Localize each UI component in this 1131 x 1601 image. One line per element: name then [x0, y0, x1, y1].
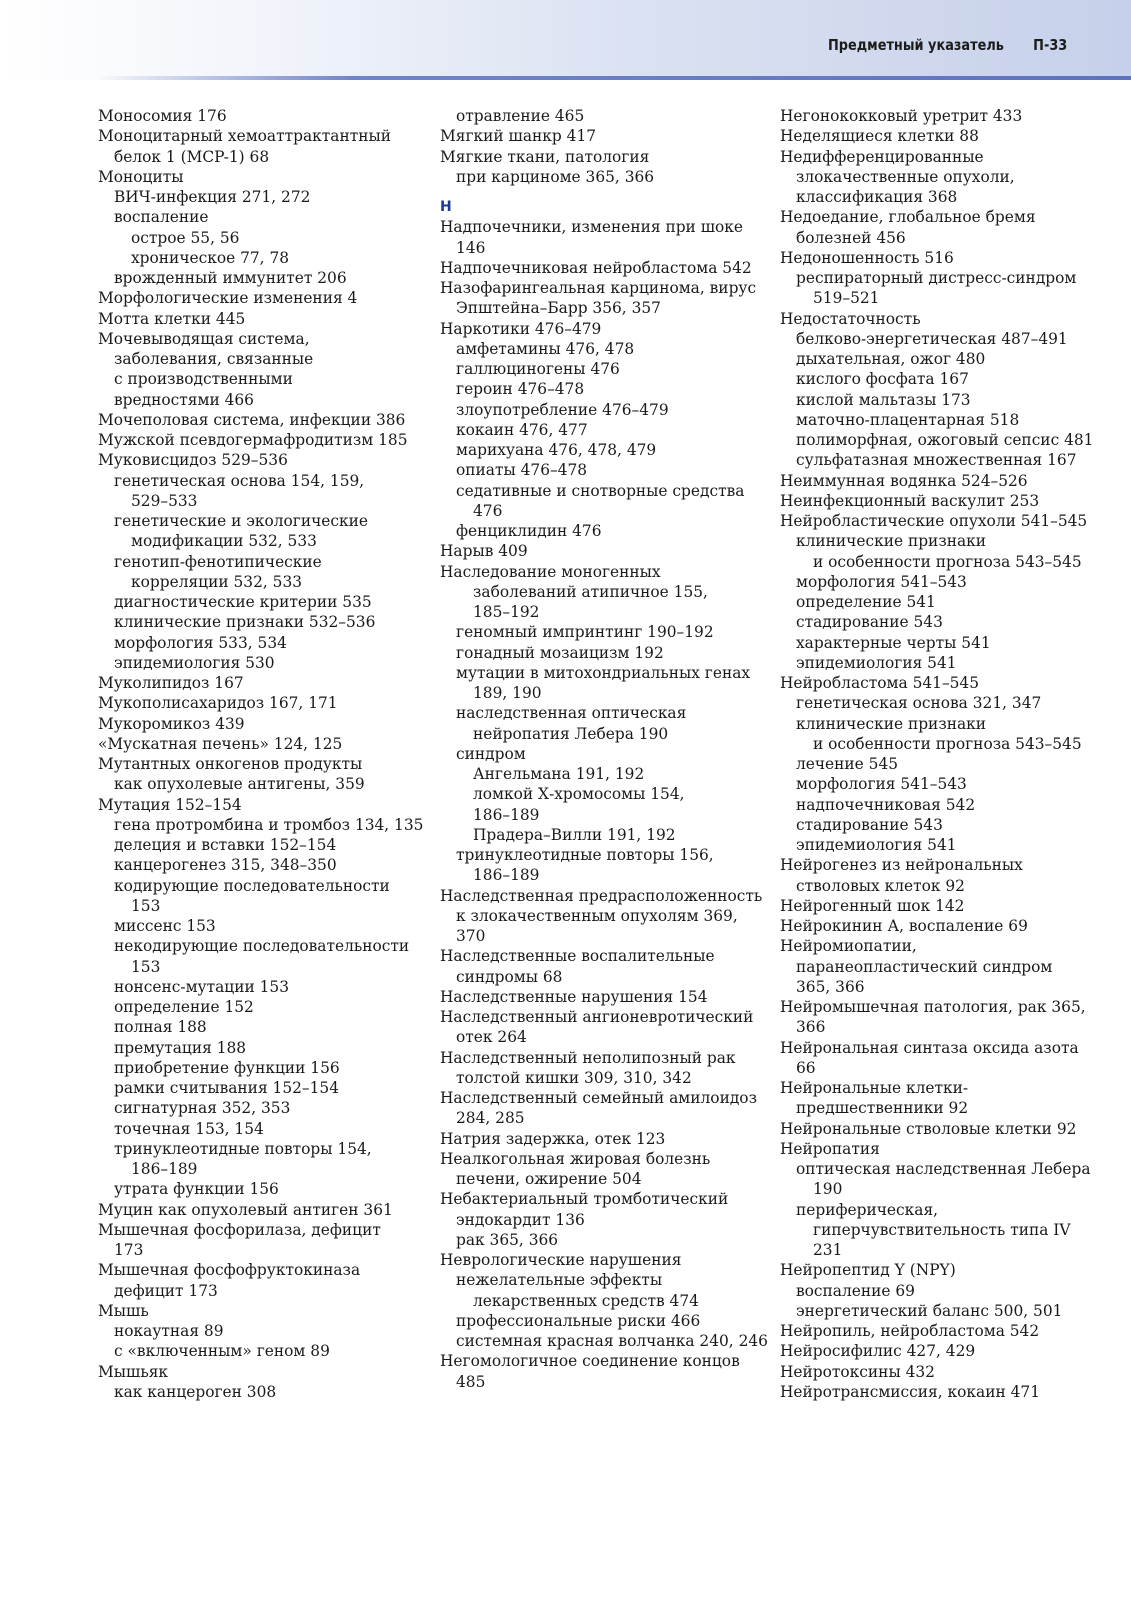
index-subentry: как опухолевые антигены, 359 — [114, 775, 365, 794]
index-entry: Наследственная предрасположенность — [440, 886, 763, 905]
index-subentry: злоупотребление 476–479 — [456, 400, 669, 419]
index-subentry: гена протромбина и тромбоз 134, 135 — [114, 815, 424, 834]
index-entry: Нейрональная синтаза оксида азота — [780, 1038, 1079, 1057]
index-subentry: 519–521 — [813, 289, 880, 308]
index-subentry: корреляции 532, 533 — [131, 572, 303, 591]
index-subentry: злокачественные опухоли, — [796, 167, 1015, 186]
index-subentry: генотип-фенотипические — [114, 552, 322, 571]
index-subentry: миссенс 153 — [114, 917, 216, 935]
index-subentry: лечение 545 — [796, 755, 899, 773]
index-subentry: 173 — [114, 1241, 144, 1259]
index-subentry: 186–189 — [131, 1160, 198, 1178]
index-subentry: морфология 533, 534 — [114, 633, 287, 652]
index-subentry: болезней 456 — [796, 228, 906, 247]
index-entry: Муцин как опухолевый антиген 361 — [98, 1200, 393, 1219]
index-subentry: премутация 188 — [114, 1038, 247, 1057]
index-subentry: 66 — [796, 1058, 816, 1077]
index-subentry: кислой мальтазы 173 — [796, 390, 971, 409]
index-entry: Мутантных онкогенов продукты — [98, 755, 363, 773]
index-entry: Наследование моногенных — [440, 562, 661, 581]
index-entry: Мукополисахаридоз 167, 171 — [98, 694, 338, 713]
index-subentry: системная красная волчанка 240, 246 — [456, 1332, 768, 1350]
index-subentry: ломкой Х-хромосомы 154, — [473, 785, 685, 804]
index-subentry: 529–533 — [131, 491, 198, 510]
index-subentry: профессиональные риски 466 — [456, 1311, 701, 1330]
index-subentry: эпидемиология 530 — [114, 653, 275, 672]
index-entry: Морфологические изменения 4 — [98, 289, 358, 308]
index-entry: Нейробластические опухоли 541–545 — [780, 512, 1088, 530]
running-header — [828, 36, 1067, 54]
index-subentry: геномный импринтинг 190–192 — [456, 623, 714, 642]
index-entry: Нейросифилис 427, 429 — [780, 1342, 976, 1361]
index-subentry: характерные черты 541 — [796, 633, 991, 652]
index-subentry: полиморфная, ожоговый сепсис 481 — [796, 431, 1094, 449]
index-subentry: 476 — [473, 501, 503, 520]
index-subentry: генетическая основа 321, 347 — [796, 694, 1042, 713]
index-subentry: галлюциногены 476 — [456, 360, 620, 378]
index-subentry: клинические признаки — [796, 532, 987, 551]
index-subentry: при карциноме 365, 366 — [456, 167, 655, 186]
index-subentry: 186–189 — [473, 805, 540, 824]
running-header-title: Предметный указатель — [827, 36, 1004, 54]
index-subentry: модификации 532, 533 — [131, 532, 317, 551]
index-subentry: делеция и вставки 152–154 — [114, 836, 337, 854]
index-entry: Моносомия 176 — [98, 107, 227, 125]
index-subentry: героин 476–478 — [456, 380, 585, 399]
index-entry: Мышечная фосфофруктокиназа — [98, 1261, 361, 1280]
index-subentry: эпидемиология 541 — [796, 836, 957, 854]
index-subentry: заболевания, связанные — [114, 350, 314, 368]
index-entry: «Мускатная печень» 124, 125 — [98, 734, 343, 753]
index-subentry: рак 365, 366 — [456, 1230, 559, 1249]
index-entry: Назофарингеальная карцинома, вирус — [440, 279, 757, 297]
index-subentry: толстой кишки 309, 310, 342 — [456, 1068, 692, 1087]
index-subentry: синдромы 68 — [456, 967, 563, 986]
index-subentry: канцерогенез 315, 348–350 — [114, 856, 337, 875]
index-subentry: приобретение функции 156 — [114, 1058, 340, 1077]
index-entry: Неалкогольная жировая болезнь — [440, 1149, 711, 1168]
index-subentry: определение 541 — [796, 593, 936, 611]
index-entry: Неврологические нарушения — [440, 1251, 682, 1269]
index-subentry: 370 — [456, 927, 486, 945]
index-subentry: дефицит 173 — [114, 1281, 218, 1300]
index-subentry: дыхательная, ожог 480 — [796, 350, 986, 368]
index-subentry: 186–189 — [473, 866, 540, 885]
index-entry: Небактериальный тромботический — [440, 1190, 729, 1209]
index-entry: Наследственный ангионевротический — [440, 1008, 754, 1026]
index-subentry: нежелательные эффекты — [456, 1271, 663, 1290]
index-entry: Мочеполовая система, инфекции 386 — [98, 410, 406, 429]
index-column-1 — [98, 106, 438, 1402]
index-subentry: энергетический баланс 500, 501 — [796, 1301, 1063, 1320]
index-entry: Нейропептид Y (NPY) — [780, 1261, 956, 1280]
index-subentry: опиаты 476–478 — [456, 461, 588, 480]
index-subentry: оптическая наследственная Лебера — [796, 1160, 1091, 1178]
index-entry: Мышь — [98, 1301, 149, 1320]
index-subentry: стадирование 543 — [796, 613, 943, 632]
index-subentry: эпидемиология 541 — [796, 653, 957, 672]
index-subentry: 189, 190 — [473, 684, 542, 702]
index-entry: Недоедание, глобальное бремя — [780, 208, 1036, 227]
index-subentry: 153 — [131, 896, 161, 915]
index-column-2 — [440, 106, 780, 1392]
index-subentry: отравление 465 — [456, 107, 585, 125]
index-subentry: воспаление 69 — [796, 1281, 915, 1300]
index-entry: Нейрогенез из нейрональных — [780, 856, 1023, 875]
index-subentry: нокаутная 89 — [114, 1322, 224, 1340]
index-entry: Мужской псевдогермафродитизм 185 — [98, 431, 408, 449]
index-subentry: 185–192 — [473, 603, 540, 621]
index-subentry: и особенности прогноза 543–545 — [813, 552, 1082, 571]
index-subentry: генетическая основа 154, 159, — [114, 471, 365, 490]
index-entry: Негомологичное соединение концов — [440, 1352, 740, 1371]
index-entry: Недоношенность 516 — [780, 248, 954, 267]
index-subentry: мутации в митохондриальных генах — [456, 663, 751, 682]
index-subentry: морфология 541–543 — [796, 572, 967, 591]
index-subentry: Ангельмана 191, 192 — [473, 765, 645, 783]
index-subentry: наследственная оптическая — [456, 704, 687, 723]
index-entry: Нейрональные стволовые клетки 92 — [780, 1119, 1077, 1138]
index-subentry: определение 152 — [114, 998, 254, 1016]
index-subentry: маточно-плацентарная 518 — [796, 410, 1020, 429]
index-subentry: с «включенным» геном 89 — [114, 1342, 330, 1361]
index-entry: Мышьяк — [98, 1362, 169, 1381]
index-subentry: отек 264 — [456, 1028, 527, 1047]
index-entry: Недостаточность — [780, 309, 921, 328]
index-entry: Нейробластома 541–545 — [780, 674, 980, 692]
index-subentry: кокаин 476, 477 — [456, 420, 588, 439]
index-subentry: сигнатурная 352, 353 — [114, 1099, 291, 1118]
index-entry: Нейромышечная патология, рак 365, — [780, 998, 1086, 1016]
index-subentry: предшественники 92 — [796, 1099, 969, 1118]
index-subentry: эндокардит 136 — [456, 1210, 585, 1229]
index-entry: Нейротрансмиссия, кокаин 471 — [780, 1382, 1041, 1401]
index-subentry: тринуклеотидные повторы 156, — [456, 846, 714, 864]
index-entry: Мочевыводящая система, — [98, 329, 310, 348]
index-subentry: клинические признаки 532–536 — [114, 613, 376, 632]
index-entry: Мотта клетки 445 — [98, 309, 246, 328]
index-entry: Натрия задержка, отек 123 — [440, 1129, 666, 1148]
index-subentry: 231 — [813, 1241, 843, 1259]
index-entry: Моноциты — [98, 167, 184, 186]
index-entry: Мышечная фосфорилаза, дефицит — [98, 1220, 381, 1239]
index-subentry: амфетамины 476, 478 — [456, 339, 635, 358]
index-entry: Наследственный семейный амилоидоз — [440, 1089, 757, 1107]
index-entry: Нейрокинин А, воспаление 69 — [780, 917, 1028, 935]
index-entry: Нейромиопатии, — [780, 937, 917, 956]
index-subentry: врожденный иммунитет 206 — [114, 269, 347, 287]
index-subentry: периферическая, — [796, 1200, 939, 1219]
index-subentry: 146 — [456, 238, 486, 257]
index-subentry: точечная 153, 154 — [114, 1119, 264, 1138]
index-subentry: как канцероген 308 — [114, 1382, 277, 1401]
index-subentry: седативные и снотворные средства — [456, 481, 745, 500]
index-entry: Наркотики 476–479 — [440, 319, 602, 338]
index-subentry: 365, 366 — [796, 977, 865, 996]
index-entry: Негонококковый уретрит 433 — [780, 107, 1023, 125]
index-subentry: и особенности прогноза 543–545 — [813, 734, 1082, 753]
index-entry: Нарыв 409 — [440, 542, 528, 561]
index-subentry: полная 188 — [114, 1018, 207, 1037]
index-subentry: стадирование 543 — [796, 815, 943, 834]
index-subentry: заболеваний атипичное 155, — [473, 582, 708, 601]
index-subentry: тринуклеотидные повторы 154, — [114, 1139, 372, 1158]
index-subentry: лекарственных средств 474 — [473, 1291, 699, 1310]
index-subentry: рамки считывания 152–154 — [114, 1079, 339, 1097]
index-subentry: классификация 368 — [796, 188, 958, 206]
index-entry: Нейротоксины 432 — [780, 1362, 935, 1381]
index-entry: Наследственные воспалительные — [440, 947, 715, 966]
index-subentry: нейропатия Лебера 190 — [473, 724, 669, 743]
index-entry: Неинфекционный васкулит 253 — [780, 491, 1040, 510]
index-column-3 — [780, 106, 1120, 1402]
index-subentry: хроническое 77, 78 — [131, 248, 290, 267]
index-entry: Недифференцированные — [780, 147, 984, 166]
index-entry: Нейрогенный шок 142 — [780, 896, 965, 915]
index-subentry: с производственными — [114, 370, 293, 389]
index-subentry: кислого фосфата 167 — [796, 370, 969, 389]
index-subentry: некодирующие последовательности — [114, 937, 410, 956]
header-rule — [96, 76, 1131, 80]
index-subentry: 284, 285 — [456, 1109, 525, 1128]
index-entry: Муковисцидоз 529–536 — [98, 451, 288, 470]
index-subentry: 485 — [456, 1372, 486, 1391]
index-subentry: утрата функции 156 — [114, 1180, 279, 1199]
index-entry: Нейропиль, нейробластома 542 — [780, 1322, 1040, 1340]
index-subentry: сульфатазная множественная 167 — [796, 451, 1077, 470]
index-subentry: генетические и экологические — [114, 512, 368, 530]
index-entry: Нейропатия — [780, 1139, 880, 1158]
index-subentry: кодирующие последовательности — [114, 876, 390, 895]
index-subentry: надпочечниковая 542 — [796, 795, 976, 814]
index-subentry: паранеопластический синдром — [796, 957, 1053, 976]
index-subentry: стволовых клеток 92 — [796, 876, 965, 895]
index-subentry: 366 — [796, 1018, 826, 1037]
index-subentry: острое 55, 56 — [131, 228, 240, 247]
index-entry: Мутация 152–154 — [98, 795, 242, 814]
index-entry: Муколипидоз 167 — [98, 674, 244, 692]
index-subentry: Прадера–Вилли 191, 192 — [473, 825, 676, 844]
index-subentry: морфология 541–543 — [796, 775, 967, 794]
index-subentry: 190 — [813, 1180, 843, 1199]
index-subentry: гиперчувствительность типа IV — [813, 1220, 1071, 1239]
index-subentry: гонадный мозаицизм 192 — [456, 643, 664, 662]
index-subentry: ВИЧ-инфекция 271, 272 — [114, 188, 311, 206]
index-subentry: белок 1 (MCP-1) 68 — [114, 147, 270, 166]
index-subentry: марихуана 476, 478, 479 — [456, 441, 657, 459]
index-subentry: фенциклидин 476 — [456, 522, 602, 540]
index-subentry: диагностические критерии 535 — [114, 593, 372, 611]
index-entry: Наследственные нарушения 154 — [440, 987, 708, 1006]
section-letter: Н — [440, 199, 452, 215]
index-subentry: 153 — [131, 957, 161, 976]
index-entry: Мягкий шанкр 417 — [440, 127, 597, 146]
index-subentry: вредностями 466 — [114, 390, 254, 409]
index-entry: Моноцитарный хемоаттрактантный — [98, 127, 392, 146]
index-entry: Надпочечники, изменения при шоке — [440, 218, 744, 237]
index-subentry: печени, ожирение 504 — [456, 1170, 642, 1188]
index-entry: Неиммунная водянка 524–526 — [780, 471, 1028, 490]
page-number: П-33 — [1032, 36, 1067, 54]
index-subentry: белково-энергетическая 487–491 — [796, 329, 1068, 348]
index-subentry: клинические признаки — [796, 714, 987, 733]
index-entry: Неделящиеся клетки 88 — [780, 127, 979, 146]
index-subentry: респираторный дистресс-синдром — [796, 269, 1077, 287]
index-subentry: Эпштейна–Барр 356, 357 — [456, 299, 661, 318]
index-entry: Мукоромикоз 439 — [98, 714, 245, 733]
index-entry: Нейрональные клетки- — [780, 1079, 969, 1097]
index-entry: Наследственный неполипозный рак — [440, 1048, 736, 1067]
index-entry: Мягкие ткани, патология — [440, 147, 650, 166]
index-subentry: нонсенс-мутации 153 — [114, 977, 289, 996]
index-subentry: воспаление — [114, 208, 209, 227]
index-subentry: к злокачественным опухолям 369, — [456, 906, 738, 925]
index-entry: Надпочечниковая нейробластома 542 — [440, 258, 752, 277]
index-subentry: синдром — [456, 744, 526, 763]
